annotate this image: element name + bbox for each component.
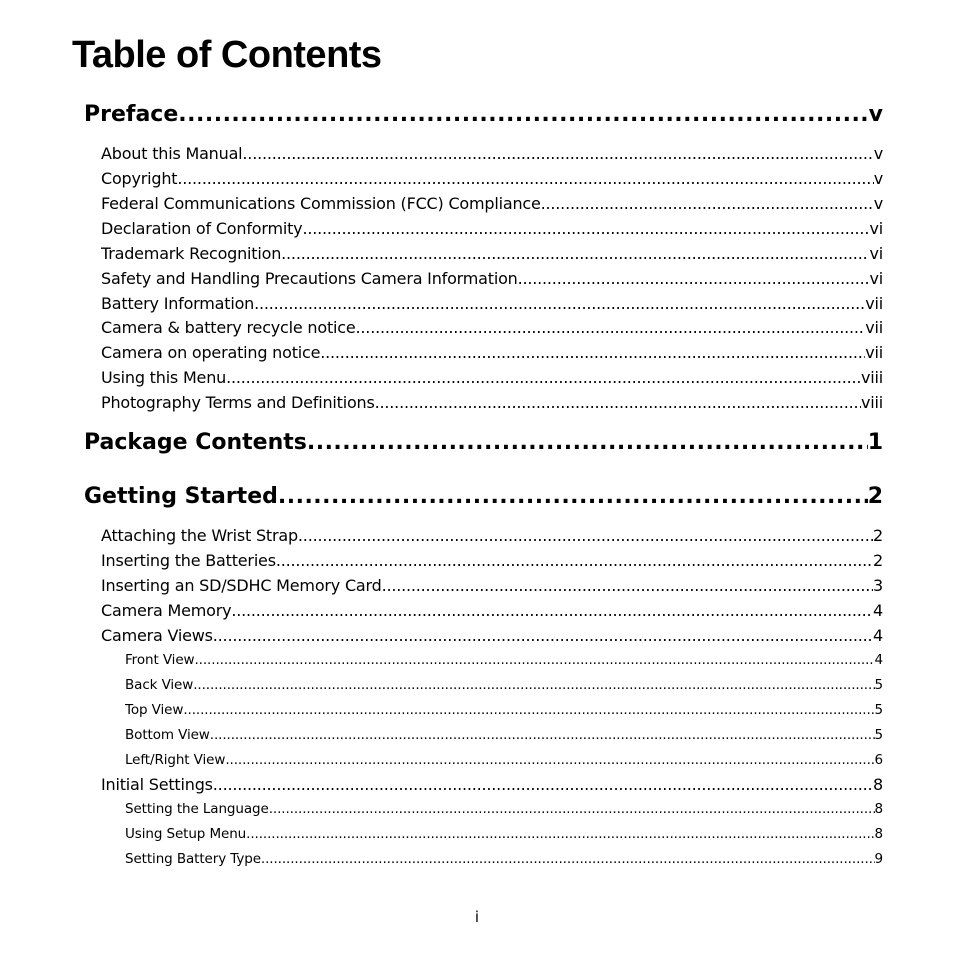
toc-entry-page: 2	[867, 484, 883, 509]
toc-entry-label: Inserting an SD/SDHC Memory Card	[101, 576, 382, 595]
toc-entry-photography-terms-and-definitions[interactable]	[101, 393, 883, 415]
toc-entry-page: v	[868, 102, 883, 127]
toc-entry-page: viii	[860, 393, 883, 412]
dot-leader	[302, 219, 869, 238]
toc-entry-page: 8	[874, 801, 883, 817]
dot-leader	[276, 551, 873, 570]
toc-entry-label: Trademark Recognition	[101, 244, 282, 263]
toc-entry-preface[interactable]	[84, 102, 883, 130]
toc-entry-setting-battery-type[interactable]	[125, 851, 883, 871]
toc-entry-label: Initial Settings	[101, 775, 213, 794]
toc-entry-label: Left/Right View	[125, 752, 226, 768]
toc-entry-label: Package Contents	[84, 430, 307, 455]
toc-entry-declaration-of-conformity[interactable]	[101, 219, 883, 241]
toc-entry-label: Using this Menu	[101, 368, 227, 387]
toc-entry-label: Getting Started	[84, 484, 278, 509]
toc-entry-battery-information[interactable]	[101, 294, 883, 316]
dot-leader	[246, 826, 874, 842]
toc-entry-page: 2	[873, 526, 883, 545]
dot-leader	[382, 576, 873, 595]
toc-entry-using-this-menu[interactable]	[101, 368, 883, 390]
toc-entry-front-view[interactable]	[125, 652, 883, 672]
toc-entry-page: 9	[874, 851, 883, 867]
toc-entry-label: Camera Views	[101, 626, 213, 645]
dot-leader	[231, 601, 873, 620]
toc-entry-label: Copyright	[101, 169, 178, 188]
dot-leader	[178, 102, 868, 127]
toc-entry-page: 6	[874, 752, 883, 768]
toc-entry-page: 8	[874, 826, 883, 842]
dot-leader	[226, 368, 861, 387]
toc-entry-page: 5	[874, 727, 883, 743]
toc-entry-getting-started[interactable]	[84, 484, 883, 512]
toc-entry-page: v	[873, 169, 883, 188]
toc-entry-label: Federal Communications Commission (FCC) Compliance	[101, 194, 541, 213]
toc-entry-page: vii	[865, 294, 883, 313]
toc-entry-inserting-an-sd-sdhc-memory-card[interactable]	[101, 576, 883, 598]
dot-leader	[298, 526, 873, 545]
dot-leader	[320, 343, 865, 362]
dot-leader	[193, 677, 874, 693]
toc-entry-label: Back View	[125, 677, 194, 693]
toc-entry-setting-the-language[interactable]	[125, 801, 883, 821]
toc-entry-page: vii	[865, 318, 883, 337]
toc-entry-top-view[interactable]	[125, 702, 883, 722]
toc-entry-label: Camera on operating notice	[101, 343, 321, 362]
toc-entry-page: 3	[873, 576, 883, 595]
toc-entry-page: 4	[873, 601, 883, 620]
toc-entry-copyright[interactable]	[101, 169, 883, 191]
toc-entry-inserting-the-batteries[interactable]	[101, 551, 883, 573]
toc-entry-federal-communications-commission-fcc-compliance[interactable]	[101, 194, 883, 216]
dot-leader	[356, 318, 866, 337]
toc-entry-page: 5	[874, 677, 883, 693]
toc-entry-back-view[interactable]	[125, 677, 883, 697]
dot-leader	[194, 652, 874, 668]
dot-leader	[183, 702, 874, 718]
toc-entry-page: 1	[867, 430, 883, 455]
toc-entry-camera-battery-recycle-notice[interactable]	[101, 318, 883, 340]
dot-leader	[177, 169, 873, 188]
toc-entry-label: Using Setup Menu	[125, 826, 247, 842]
toc-entry-page: 4	[873, 626, 883, 645]
toc-entry-label: Attaching the Wrist Strap	[101, 526, 298, 545]
toc-entry-label: Bottom View	[125, 727, 210, 743]
toc-entry-label: Declaration of Conformity	[101, 219, 303, 238]
toc-entry-page: v	[873, 144, 883, 163]
dot-leader	[210, 727, 875, 743]
toc-entry-label: Front View	[125, 652, 195, 668]
toc-entry-label: Setting Battery Type	[125, 851, 261, 867]
dot-leader	[213, 626, 873, 645]
toc-entry-page: 8	[873, 775, 883, 794]
toc-entry-trademark-recognition[interactable]	[101, 244, 883, 266]
toc-entry-label: Battery Information	[101, 294, 255, 313]
toc-entry-camera-on-operating-notice[interactable]	[101, 343, 883, 365]
toc-entry-label: Photography Terms and Definitions	[101, 393, 375, 412]
page-number: i	[474, 908, 480, 926]
toc-entry-page: viii	[860, 368, 883, 387]
toc-entry-label: Camera Memory	[101, 601, 232, 620]
dot-leader	[242, 144, 873, 163]
toc-entry-label: Camera & battery recycle notice	[101, 318, 356, 337]
toc-entry-page: 4	[874, 652, 883, 668]
dot-leader	[254, 294, 865, 313]
toc-entry-label: Top View	[125, 702, 184, 718]
dot-leader	[213, 775, 873, 794]
toc-entry-using-setup-menu[interactable]	[125, 826, 883, 846]
toc-entry-safety-and-handling-precautions-camera-information[interactable]	[101, 269, 883, 291]
toc-entry-page: vi	[869, 269, 883, 288]
toc-entry-bottom-view[interactable]	[125, 727, 883, 747]
toc-entry-page: vi	[869, 219, 883, 238]
toc-entry-label: Preface	[84, 102, 179, 127]
toc-entry-label: About this Manual	[101, 144, 243, 163]
toc-entry-label: Setting the Language	[125, 801, 269, 817]
toc-entry-about-this-manual[interactable]	[101, 144, 883, 166]
dot-leader	[307, 430, 868, 455]
toc-entry-page: 2	[873, 551, 883, 570]
dot-leader	[269, 801, 875, 817]
toc-entry-camera-views[interactable]	[101, 626, 883, 648]
dot-leader	[375, 393, 861, 412]
toc-entry-initial-settings[interactable]	[101, 775, 883, 797]
toc-entry-page: vii	[865, 343, 883, 362]
toc-entry-package-contents[interactable]	[84, 430, 883, 458]
toc-entry-page: vi	[869, 244, 883, 263]
dot-leader	[541, 194, 874, 213]
toc-entry-label: Safety and Handling Precautions Camera Information	[101, 269, 518, 288]
dot-leader	[281, 244, 869, 263]
toc-entry-page: 5	[874, 702, 883, 718]
dot-leader	[278, 484, 868, 509]
page-title: Table of Contents	[72, 34, 382, 76]
toc-entry-left-right-view[interactable]	[125, 752, 883, 772]
toc-entry-label: Inserting the Batteries	[101, 551, 276, 570]
toc-entry-camera-memory[interactable]	[101, 601, 883, 623]
toc-entry-attaching-the-wrist-strap[interactable]	[101, 526, 883, 548]
dot-leader	[261, 851, 875, 867]
dot-leader	[518, 269, 870, 288]
toc-entry-page: v	[873, 194, 883, 213]
dot-leader	[225, 752, 874, 768]
